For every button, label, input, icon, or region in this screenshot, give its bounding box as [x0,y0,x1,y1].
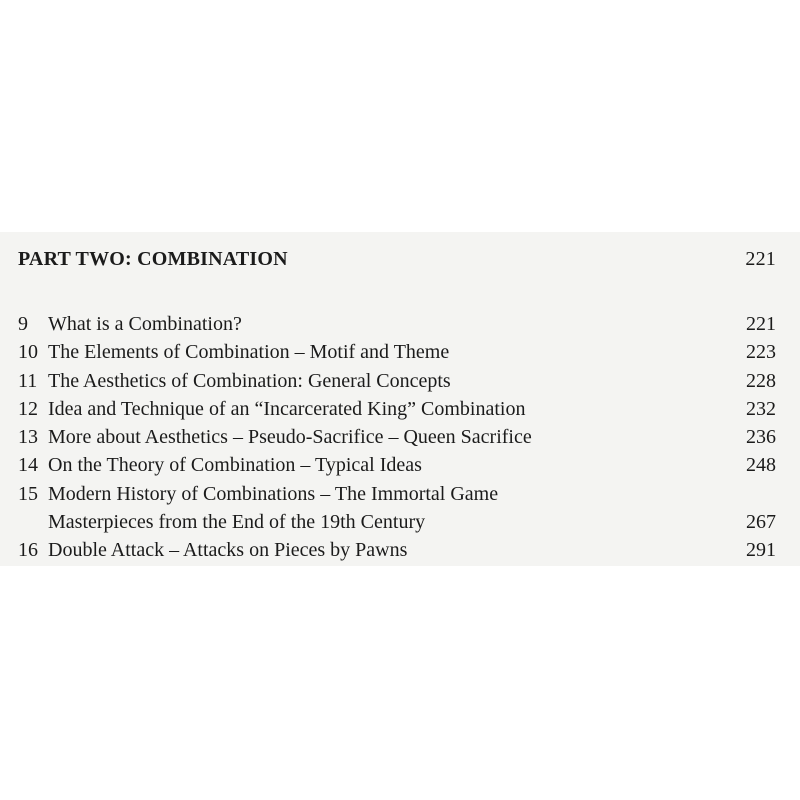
chapter-title: Double Attack – Attacks on Pieces by Pawns [48,539,408,562]
chapter-number: 12 [18,397,38,420]
chapter-page-number: 223 [746,341,776,364]
chapter-entry-14 [18,451,776,479]
chapter-page-number: 232 [746,397,776,420]
chapter-title: Modern History of Combinations – The Immortal Game [48,482,499,505]
chapter-number: 10 [18,341,38,364]
chapter-number: 14 [18,454,38,477]
table-of-contents [18,248,776,565]
chapter-number: 9 [18,313,28,335]
chapter-page-number: 228 [746,369,776,392]
chapter-entry-16 [18,536,776,564]
part-title: PART TWO: COMBINATION [18,248,288,270]
chapter-title: Masterpieces from the End of the 19th Century [48,511,426,534]
chapter-entry-11 [18,367,776,395]
chapter-entry-10 [18,338,776,366]
chapter-entry-9 [18,310,776,338]
chapter-number: 13 [18,426,38,449]
chapter-title: More about Aesthetics – Pseudo-Sacrifice – Queen Sacrifice [48,426,532,449]
chapter-page-number: 236 [746,426,776,449]
chapter-entry-15 [18,480,776,508]
chapter-page-number: 291 [746,539,776,562]
part-page-number: 221 [745,248,776,270]
chapter-title: Idea and Technique of an “Incarcerated King” Combination [48,397,526,420]
chapter-title: The Aesthetics of Combination: General Concepts [48,369,451,392]
chapter-entry-15-continuation [18,508,776,536]
chapter-number: 16 [18,539,38,562]
chapter-title: What is a Combination? [48,313,242,335]
chapter-title: The Elements of Combination – Motif and Theme [48,341,450,364]
chapter-title: On the Theory of Combination – Typical Ideas [48,454,422,477]
chapter-number: 15 [18,482,38,505]
chapter-page-number: 221 [746,313,776,335]
chapter-entry-13 [18,423,776,451]
chapter-page-number: 267 [746,511,776,534]
chapter-list [18,310,776,565]
chapter-entry-12 [18,395,776,423]
chapter-page-number: 248 [746,454,776,477]
chapter-number: 11 [18,369,38,392]
part-heading-row [18,248,776,278]
